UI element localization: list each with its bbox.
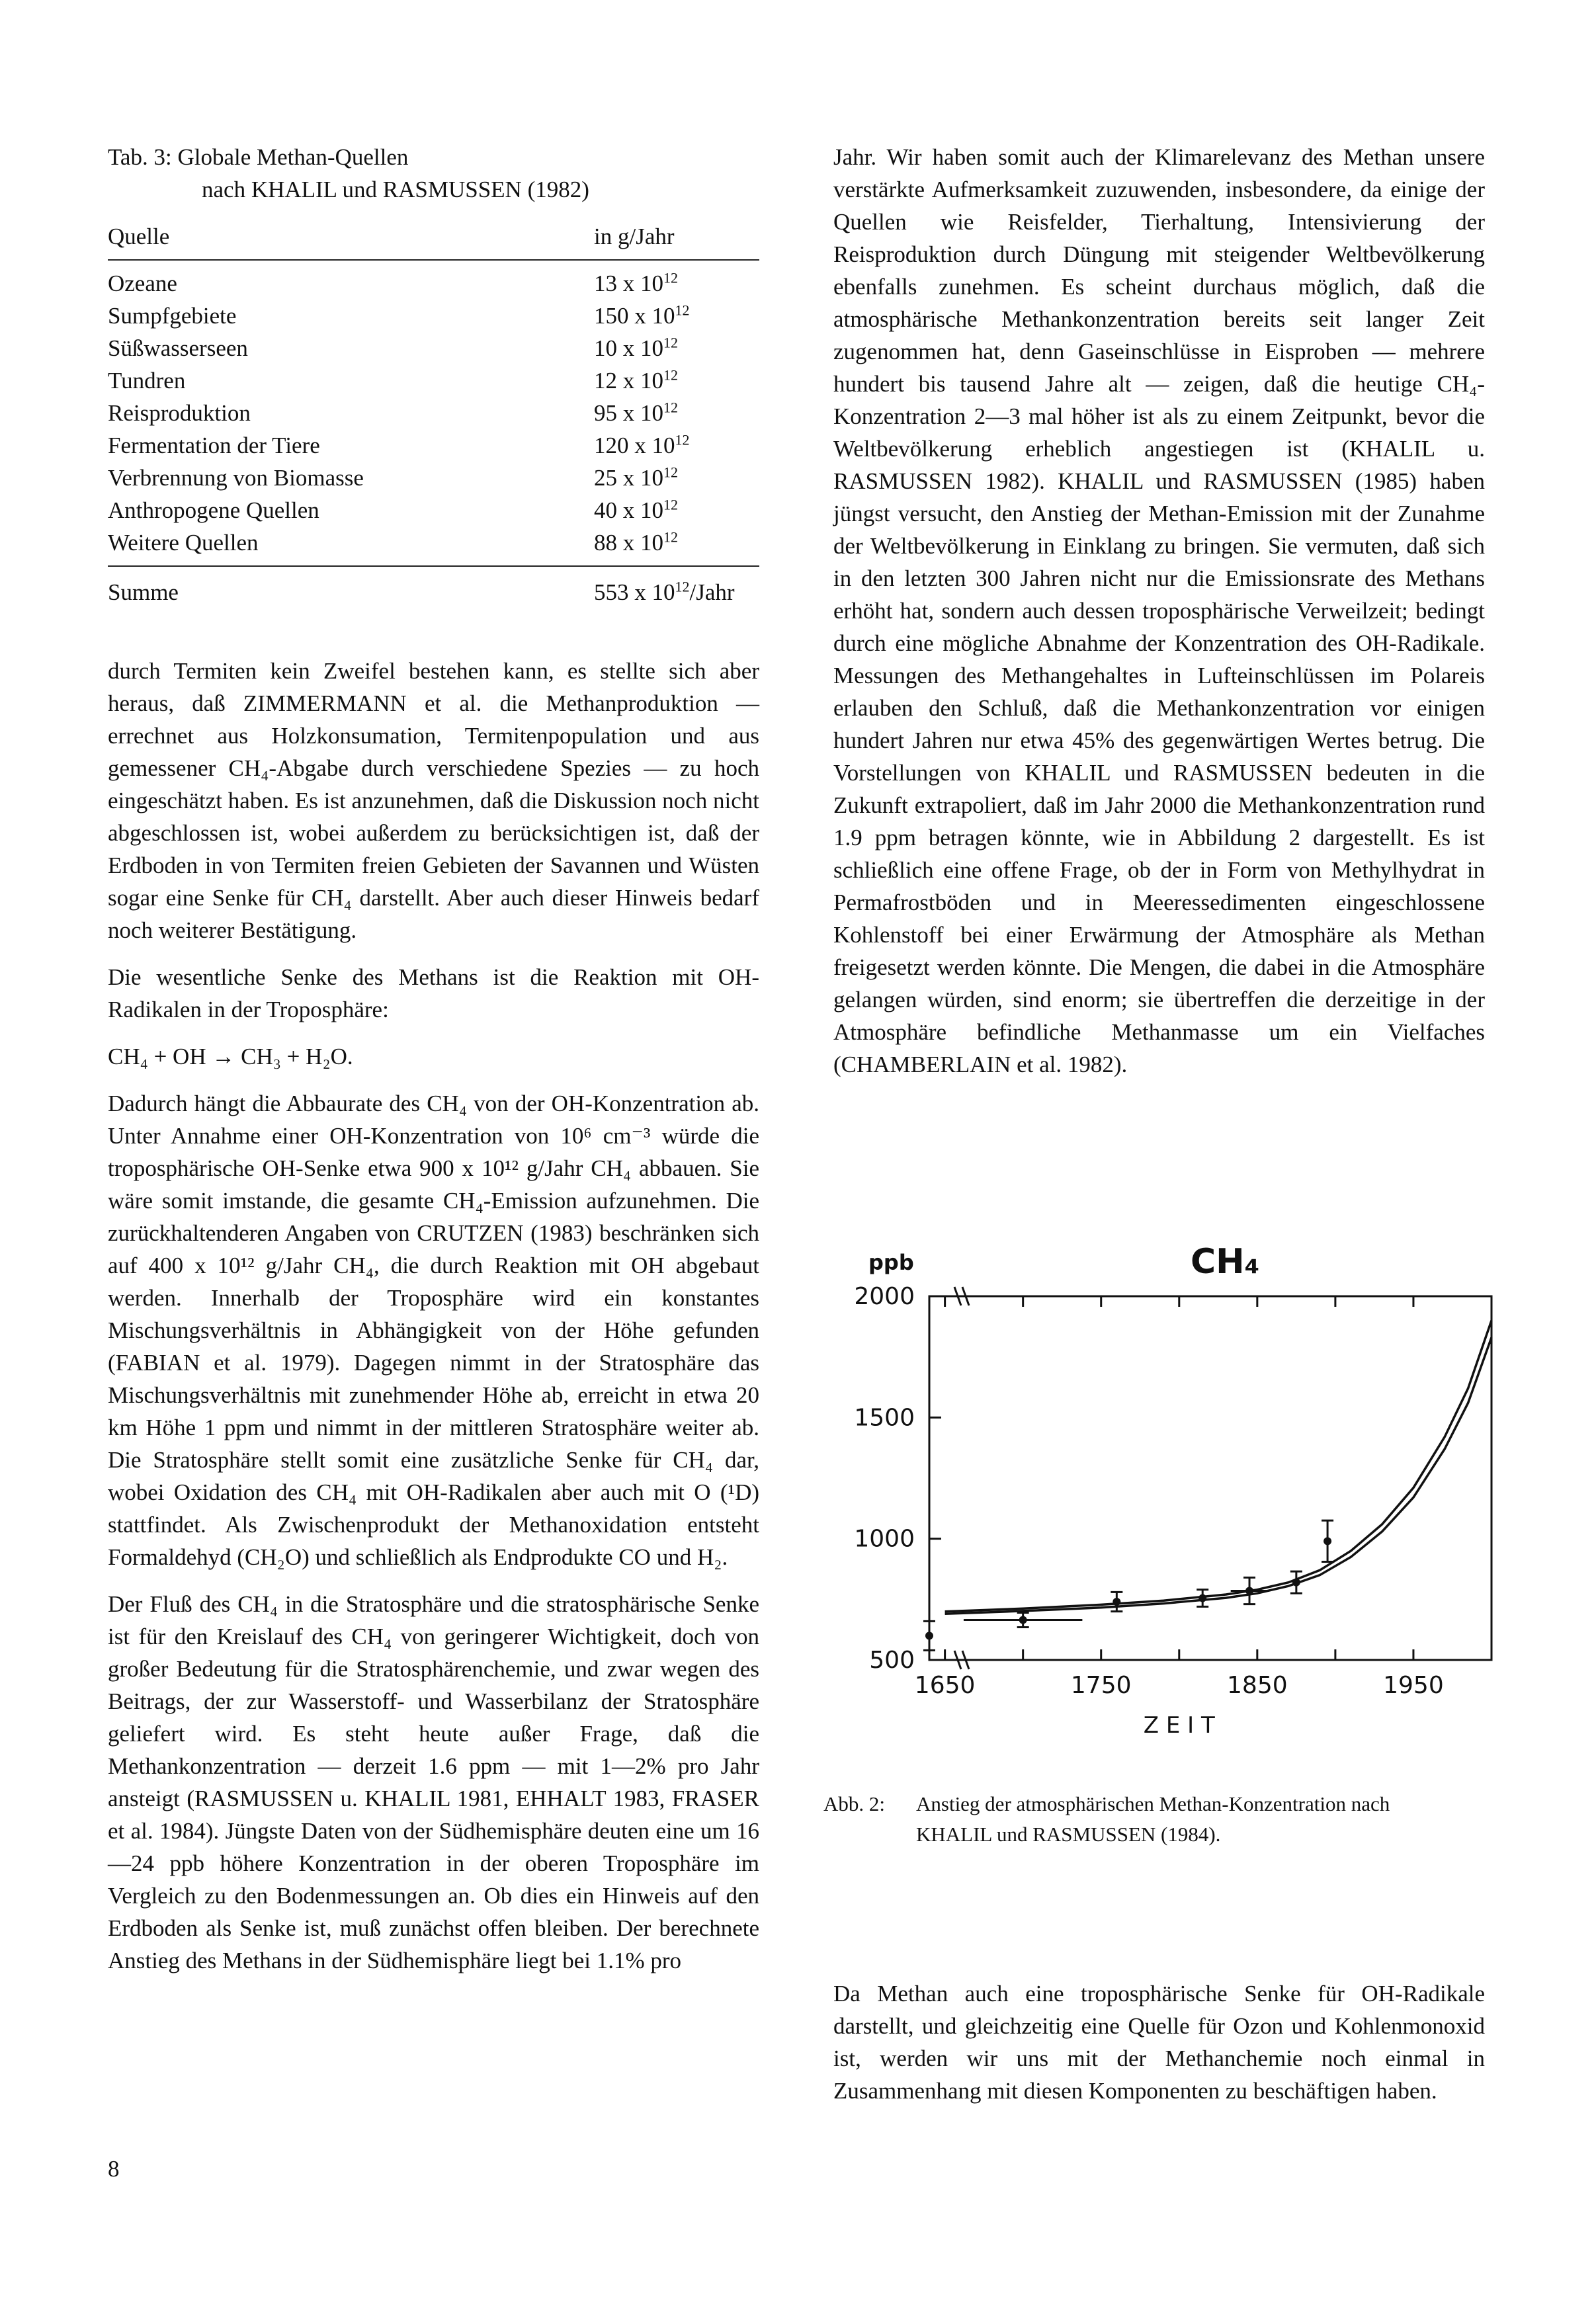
data-point [1113,1598,1120,1606]
chart-title: CH₄ [1191,1242,1260,1282]
table-row [108,397,759,429]
x-tick-label: 1850 [1227,1672,1288,1699]
table-row [108,526,759,559]
table-row-label: Sumpfgebiete [108,303,237,329]
paragraph: Dadurch hängt die Abbaurate des CH₄ von der OH-Konzentration ab. Unter Annahme einer OH-Konzentration von 10⁶ cm⁻³ würde die troposphärische OH-Senke etwa 900 x 10¹² g/Jahr CH₄ abbauen. Sie wäre somit imstande, die gesamte CH₄-Emission aufzunehmen. Die zurückhaltenderen Angaben von CRUTZEN (1983) beschränken sich auf 400 x 10¹² g/Jahr CH₄, die durch Reaktion mit OH abgebaut werden. Innerhalb der Troposphäre wird ein konstantes Mischungsverhältnis in Abhängigkeit von der Höhe gefunden (FABIAN et al. 1979). Dagegen nimmt in der Stratosphäre das Mischungsverhältnis mit zunehmender Höhe ab, erreicht in etwa 20 km Höhe 1 ppm und nimmt in der mittleren Stratosphäre weiter ab. Die Stratosphäre stellt somit eine zusätzliche Senke für CH₄ dar, wobei Oxidation des CH₄ mit OH-Radikalen aber auch mit O (¹D) stattfindet. Als Zwischenprodukt der Methanoxidation entsteht Formaldehyd (CH₂O) und schließlich als Endprodukte CO und H₂. [108,1091,759,1570]
figure-caption-label: Abb. 2: [823,1792,885,1815]
table-row-value: 88 x $10^{12}$ [594,528,678,556]
paragraph: durch Termiten kein Zweifel bestehen kann, es stellte sich aber heraus, daß ZIMMERMANN et al. die Methanproduktion — errechnet aus Holzkonsumation, Termitenpopulation und aus gemessener CH₄-Abgabe durch verschiedene Spezies — zu hoch eingeschätzt haben. Es ist anzunehmen, daß die Diskussion noch nicht abgeschlossen ist, wobei außerdem zu berücksichtigen ist, daß der Erdboden in von Termiten freien Gebieten der Savannen und Wüsten sogar eine Senke für CH₄ darstellt. Aber auch dieser Hinweis bedarf noch weiterer Bestätigung. [108,658,759,943]
table-row-label: Tundren [108,368,186,393]
table-row [108,332,759,364]
table-row-label: Ozeane [108,270,177,296]
table-row-label: Weitere Quellen [108,530,259,556]
table-row-label: Süßwasserseen [108,335,248,361]
data-point [1292,1579,1300,1587]
right-column [833,141,1485,1095]
table-row-value: 95 x $10^{12}$ [594,399,678,426]
left-column [108,655,759,1991]
figure-caption-line1: Anstieg der atmosphärischen Methan-Konzentration nach [916,1792,1390,1815]
y-axis-label: ppb [868,1250,914,1275]
model-curve [945,1337,1491,1614]
data-point [1323,1537,1331,1545]
table-row [108,429,759,462]
data-point [1198,1594,1206,1602]
table-header-unit: in g/Jahr [594,224,675,249]
y-tick-label: 2000 [854,1283,915,1310]
x-tick-label: 1750 [1070,1672,1132,1699]
table-row-value: 10 x $10^{12}$ [594,334,678,361]
y-tick-label: 1500 [854,1404,915,1432]
x-tick-label: 1950 [1383,1672,1444,1699]
x-axis-label: Z E I T [1143,1712,1215,1739]
paragraph: Der Fluß des CH₄ in die Stratosphäre und die stratosphärische Senke ist für den Kreislauf des CH₄ von geringerer Wichtigkeit, doch von großer Bedeutung für die Stratosphärenchemie, und zwar wegen des Beitrags, der zur Wasserstoff- und Wasserbilanz der Stratosphäre geliefert wird. Es steht heute außer Frage, daß die Methankonzentration — derzeit 1.6 ppm — mit 1—2% pro Jahr ansteigt (RASMUSSEN u. KHALIL 1981, EHHALT 1983, FRASER et al. 1984). Jüngste Daten von der Südhemisphäre deuten eine um 16—24 ppb höhere Konzentration in der oberen Troposphäre im Vergleich zu den Bodenmessungen an. Ob dies ein Hinweis auf den Erdboden als Senke ist, muß zunächst offen bleiben. Der berechnete Anstieg des Methans in der Südhemisphäre liegt bei 1.1% pro [108,1591,759,1973]
table-row [108,300,759,332]
table-row-value: 150 x $10^{12}$ [594,302,690,329]
figure-caption-line2: KHALIL und RASMUSSEN (1984). [916,1823,1221,1846]
table-row [108,462,759,494]
table-sum-row [108,567,759,608]
y-tick-label: 500 [869,1647,915,1674]
table-caption-source: nach KHALIL und RASMUSSEN (1982) [202,177,589,202]
table-row-value: 13 x $10^{12}$ [594,269,678,296]
table-caption: Tab. 3: Globale Methan-Quellen [108,144,409,170]
paragraph: Die wesentliche Senke des Methans ist die Reaktion mit OH-Radikalen in der Troposphäre: [108,964,759,1022]
table-row-label: Fermentation der Tiere [108,433,320,458]
figure-caption [823,1789,1491,1850]
table-row-label: Reisproduktion [108,400,251,426]
methane-concentration-chart [810,1220,1511,1776]
table-header-source: Quelle [108,224,170,249]
table-row [108,494,759,526]
paragraph: Jahr. Wir haben somit auch der Klimarelevanz des Methan unsere verstärkte Aufmerksamkeit zuzuwenden, insbesondere, da einige der Quellen wie Reisfelder, Tierhaltung, Intensivierung der Reisproduktion durch Düngung mit steigender Weltbevölkerung ebenfalls zunehmen. Es scheint durchaus möglich, daß die atmosphärische Methankonzentration bereits seit langer Zeit zugenommen hat, denn Gaseinschlüsse in Eisproben — mehrere hundert bis tausend Jahre alt — zeigen, daß die heutige CH₄-Konzentration 2—3 mal höher ist als zu einem Zeitpunkt, bevor die Weltbevölkerung erheblich angestiegen ist (KHALIL u. RASMUSSEN 1982). KHALIL und RASMUSSEN (1985) haben jüngst versucht, den Anstieg der Methan-Emission mit der Zunahme der Weltbevölkerung in Einklang zu bringen. Sie vermuten, daß sich in den letzten 300 Jahren nicht nur die Emissionsrate des Methans erhöht hat, sondern auch dessen troposphärische Verweilzeit; bedingt durch eine mögliche Abnahme der Konzentration des OH-Radikale. Messungen des Methangehaltes in Lufteinschlüssen im Polareis erlauben den Schluß, daß die Methankonzentration vor einigen hundert Jahren nur etwa 45% des gegenwärtigen Wertes betrug. Die Vorstellungen von KHALIL und RASMUSSEN bedeuten in die Zukunft extrapoliert, daß im Jahr 2000 die Methankonzentration rund 1.9 ppm betragen könnte, wie in Abbildung 2 dargestellt. Es ist schließlich eine offene Frage, ob der in Form von Methylhydrat in Permafrostböden und in Meeressedimenten eingeschlossene Kohlenstoff bei einer Erwärmung der Atmosphäre als Methan freigesetzt werden könnte. Die Mengen, die dabei in die Atmosphäre gelangen würden, sind enorm; sie übertreffen die derzeitige in der Atmosphäre befindliche Methanmasse um ein Vielfaches (CHAMBERLAIN et al. 1982). [833,144,1485,1077]
table-row [108,267,759,300]
plot-frame [929,1296,1491,1660]
y-tick-label: 1000 [854,1525,915,1553]
table-body [108,261,759,567]
table-row-label: Anthropogene Quellen [108,497,319,523]
x-tick-label: 1650 [914,1672,976,1699]
table-header [108,220,759,261]
data-point [1245,1587,1253,1595]
table-row-value: 12 x $10^{12}$ [594,366,678,393]
data-point [1019,1616,1027,1624]
table-row-value: 40 x $10^{12}$ [594,496,678,523]
closing-paragraph: Da Methan auch eine troposphärische Senke für OH-Radikale darstellt, und gleichzeitig eine Quelle für Ozon und Kohlenmonoxid ist, werden wir uns mit der Methanchemie noch einmal in Zusammenhang mit diesen Komponenten zu beschäftigen haben. [833,1981,1485,2104]
table-sum-value: 553 x $10^{12}$/Jahr [594,578,735,605]
page-number: 8 [108,2156,120,2182]
model-curve [945,1321,1491,1612]
methane-sources-table [108,141,759,608]
table-sum-label: Summe [108,579,179,605]
table-row-label: Verbrennung von Biomasse [108,465,364,491]
reaction-formula: CH₄ + OH → CH₃ + H₂O. [108,1044,353,1069]
table-row [108,364,759,397]
table-row-value: 25 x $10^{12}$ [594,464,678,491]
table-row-value: 120 x $10^{12}$ [594,431,690,458]
data-point [925,1632,933,1639]
